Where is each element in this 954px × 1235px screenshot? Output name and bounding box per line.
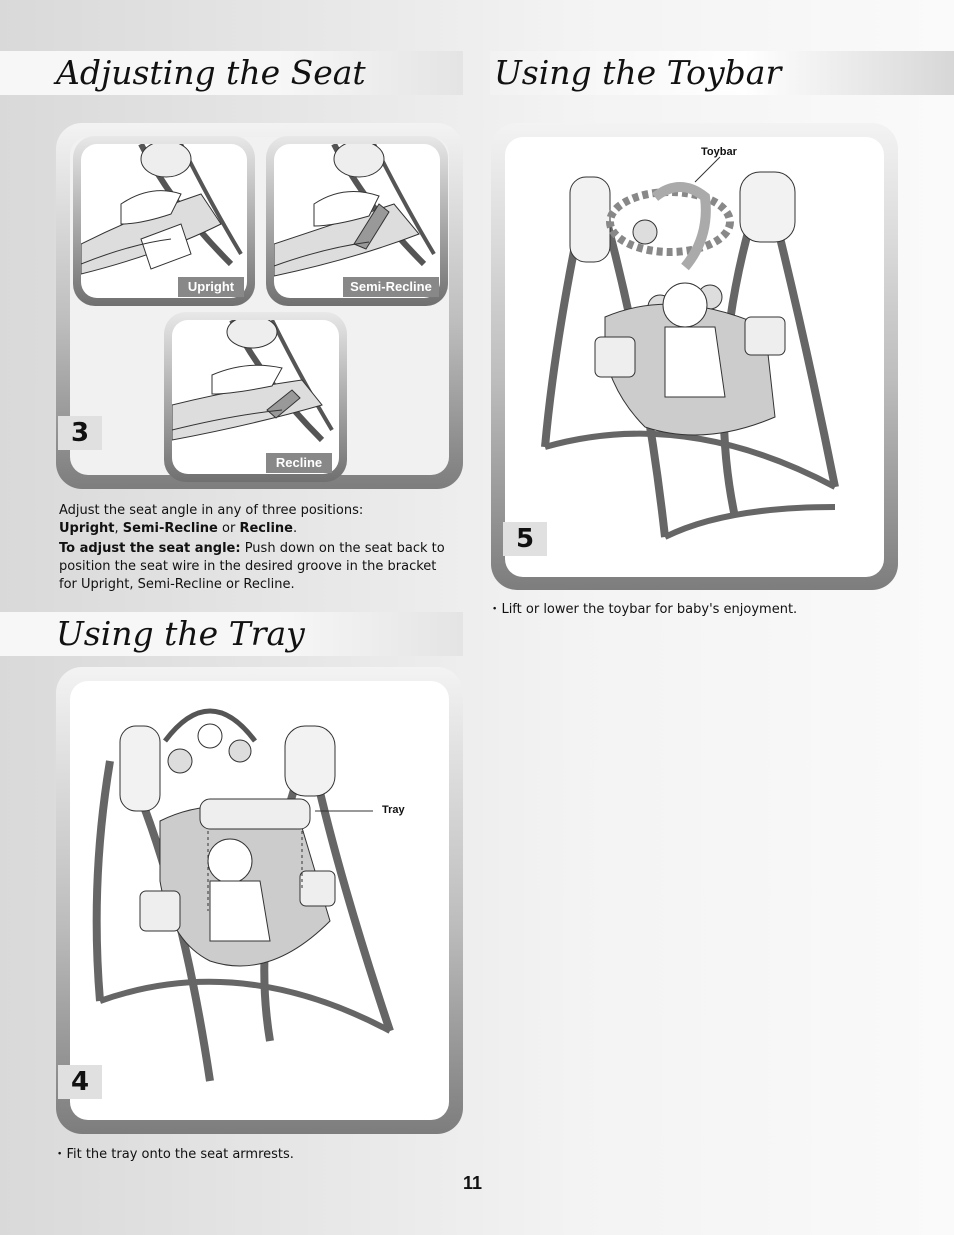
figure-5-frame [491,123,898,590]
toybar-instruction-text: Lift or lower the toybar for baby's enjoyment. [501,602,798,617]
figure-5-panel [505,137,884,577]
toybar-instruction [492,602,797,617]
position-semi-recline: Semi-Recline [122,521,218,536]
recline-seat-illustration [172,320,339,474]
step-number-5: 5 [503,522,547,556]
position-upright: Upright [59,521,115,536]
figure-4-frame [56,667,463,1134]
tray-swing-illustration [70,681,449,1120]
semi-recline-seat-illustration [274,144,440,298]
label-upright: Upright [178,277,244,297]
adjust-seat-text: Push down on the seat back to position the seat wire in the desired groove in the bracket for Upright, Semi-Recline or Recline. [59,541,445,592]
toybar-swing-illustration [505,137,884,577]
section-title-adjusting-seat: Adjusting the Seat [0,51,463,95]
label-recline: Recline [266,453,332,473]
adjust-seat-label: To adjust the seat angle: [59,541,241,556]
figure-3-frame [56,123,463,489]
page-number: 11 [463,1173,483,1193]
label-semi-recline: Semi-Recline [343,277,439,297]
seat-intro-text: Adjust the seat angle in any of three positions: [59,503,364,518]
position-recline: Recline [239,521,293,536]
upright-seat-illustration [81,144,247,298]
period: . [293,521,298,536]
step-number-4: 4 [58,1065,102,1099]
section-title-using-toybar: Using the Toybar [490,51,954,95]
separator: , [114,521,123,536]
bullet-marker: • [57,1149,63,1160]
tray-instruction [57,1147,294,1162]
bullet-marker: • [492,604,498,615]
callout-tray: Tray [382,804,405,816]
figure-4-panel [70,681,449,1120]
separator: or [217,521,240,536]
step-number-3: 3 [58,416,102,450]
tray-instruction-text: Fit the tray onto the seat armrests. [66,1147,294,1162]
seat-instructions [59,502,449,596]
section-title-using-tray: Using the Tray [0,612,463,656]
callout-toybar: Toybar [701,146,737,158]
